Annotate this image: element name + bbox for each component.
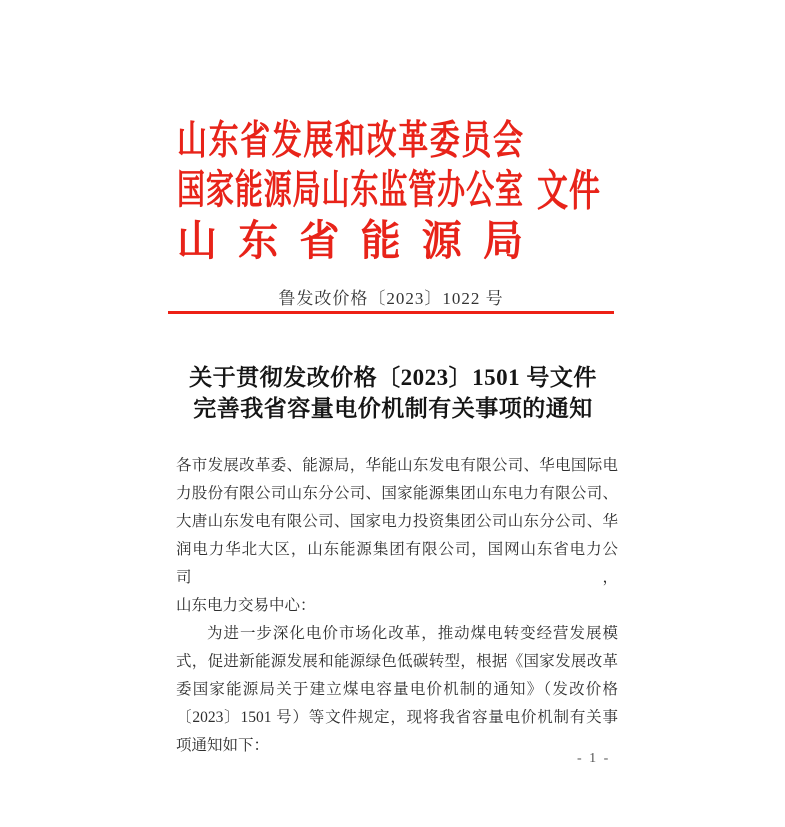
body-line: 大唐山东发电有限公司、国家电力投资集团公司山东分公司、华 — [176, 513, 618, 530]
body-text — [176, 452, 618, 760]
issuing-agencies — [177, 110, 523, 263]
body-line: 委国家能源局关于建立煤电容量电价机制的通知》（发改价格 — [176, 681, 618, 698]
agency-name-line-3: 山 东 省 能 源 局 — [177, 217, 523, 265]
red-divider-rule — [168, 311, 614, 314]
document-title — [120, 362, 666, 424]
doc-reference-number: 鲁发改价格〔2023〕1022 号 — [278, 289, 504, 308]
doc-type-label: 文 件 — [537, 166, 600, 216]
red-letterhead — [177, 110, 601, 263]
body-line: 为进一步深化电价市场化改革，推动煤电转变经营发展模 — [207, 625, 618, 642]
body-line: 式，促进新能源发展和能源绿色低碳转型，根据《国家发展改革 — [176, 653, 618, 670]
document-title-line-2: 完善我省容量电价机制有关事项的通知 — [193, 396, 593, 421]
body-line: 〔2023〕1501 号）等文件规定，现将我省容量电价机制有关事 — [176, 709, 618, 726]
body-line: 项通知如下： — [176, 737, 270, 754]
agency-name-line-2: 国 家 能 源 局 山 东 监 管 办 公 室 — [177, 168, 523, 213]
document-title-line-1: 关于贯彻发改价格〔2023〕1501 号文件 — [189, 365, 597, 390]
page-number: - 1 - — [577, 751, 611, 766]
agency-name-line-1: 山 东 省 发 展 和 改 革 委 员 会 — [177, 118, 523, 162]
body-line: 各市发展改革委、能源局，华能山东发电有限公司、华电国际电 — [176, 457, 618, 474]
body-line: 山东电力交易中心： — [176, 597, 316, 614]
body-line: 力股份有限公司山东分公司、国家能源集团山东电力有限公司、 — [176, 485, 618, 502]
body-line: 润电力华北大区，山东能源集团有限公司，国网山东省电力公司， — [176, 541, 618, 586]
